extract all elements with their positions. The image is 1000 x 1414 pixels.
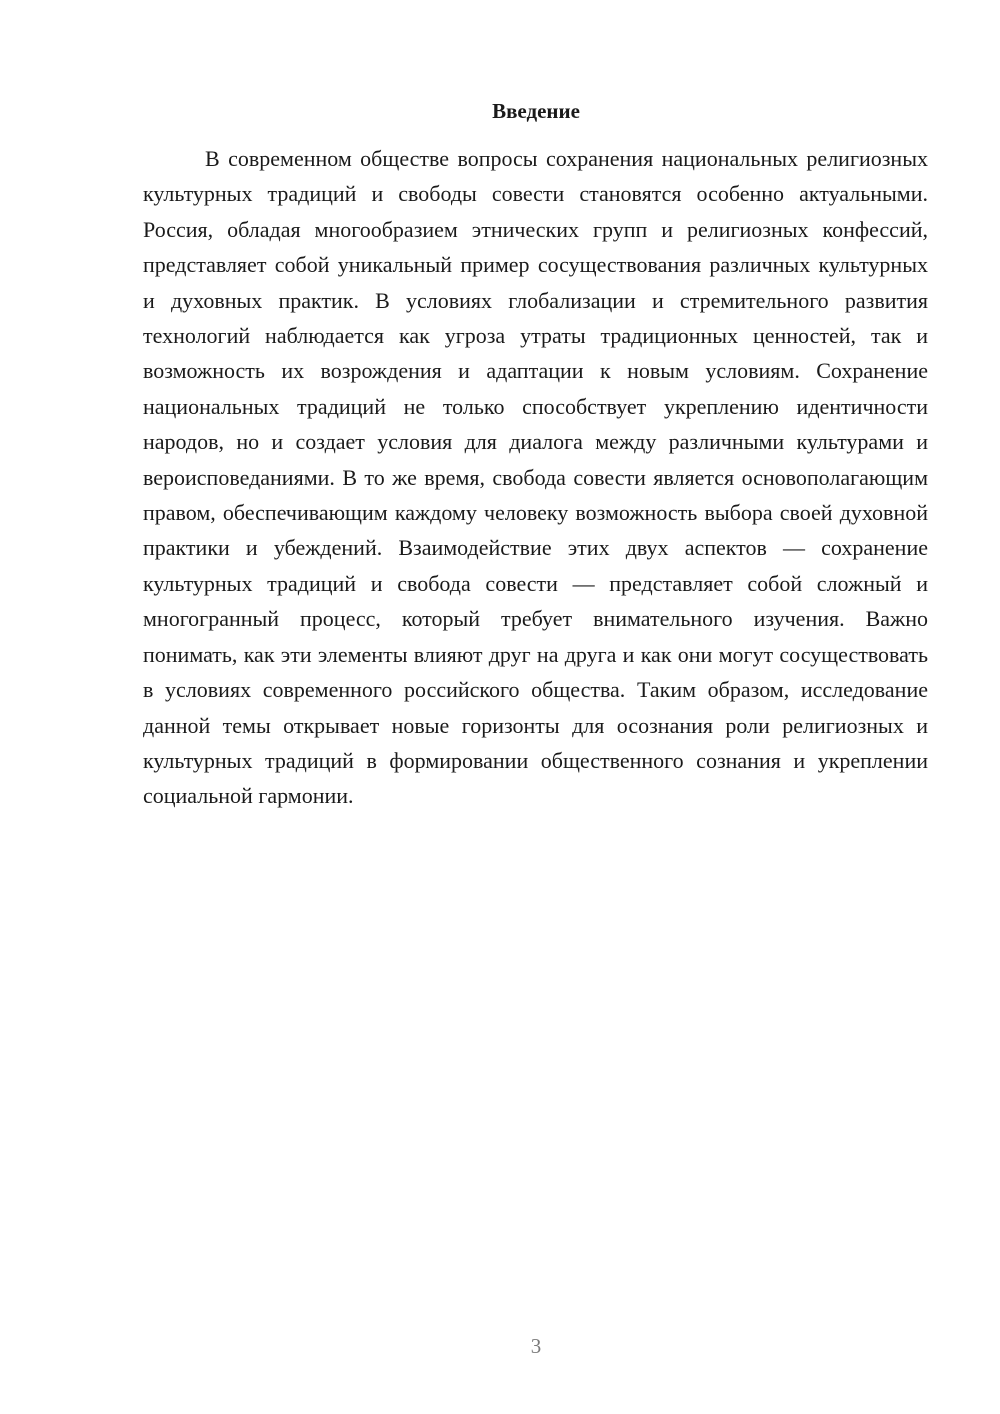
introduction-paragraph: В современном обществе вопросы сохранения национальных религиозных культурных традиций и свободы совести становятся особенно актуальными. Россия, обладая многообразием этнических групп и религиозных конфессий, представляет собой уникальный пример сосуществования различных культурных и духовных практик. В условиях глобализации и стремительного развития технологий наблюдается как угроза утраты традиционных ценностей, так и возможность их возрождения и адаптации к новым условиям. Сохранение национальных традиций не только способствует укреплению идентичности народов, но и создает условия для диалога между различными культурами и вероисповеданиями. В то же время, свобода совести является основополагающим правом, обеспечивающим каждому человеку возможность выбора своей духовной практики и убеждений. Взаимодействие этих двух аспектов — сохранение культурных традиций и свобода совести — представляет собой сложный и многогранный процесс, который требует внимательного изучения. Важно понимать, как эти элементы влияют друг на друга и как они могут сосуществовать в условиях современного российского общества. Таким образом, исследование данной темы открывает новые горизонты для осознания роли религиозных и культурных традиций в формировании общественного сознания и укреплении социальной гармонии. xyxy=(143,146,928,809)
section-heading: Введение xyxy=(492,99,580,123)
page-number: 3 xyxy=(530,1334,542,1358)
